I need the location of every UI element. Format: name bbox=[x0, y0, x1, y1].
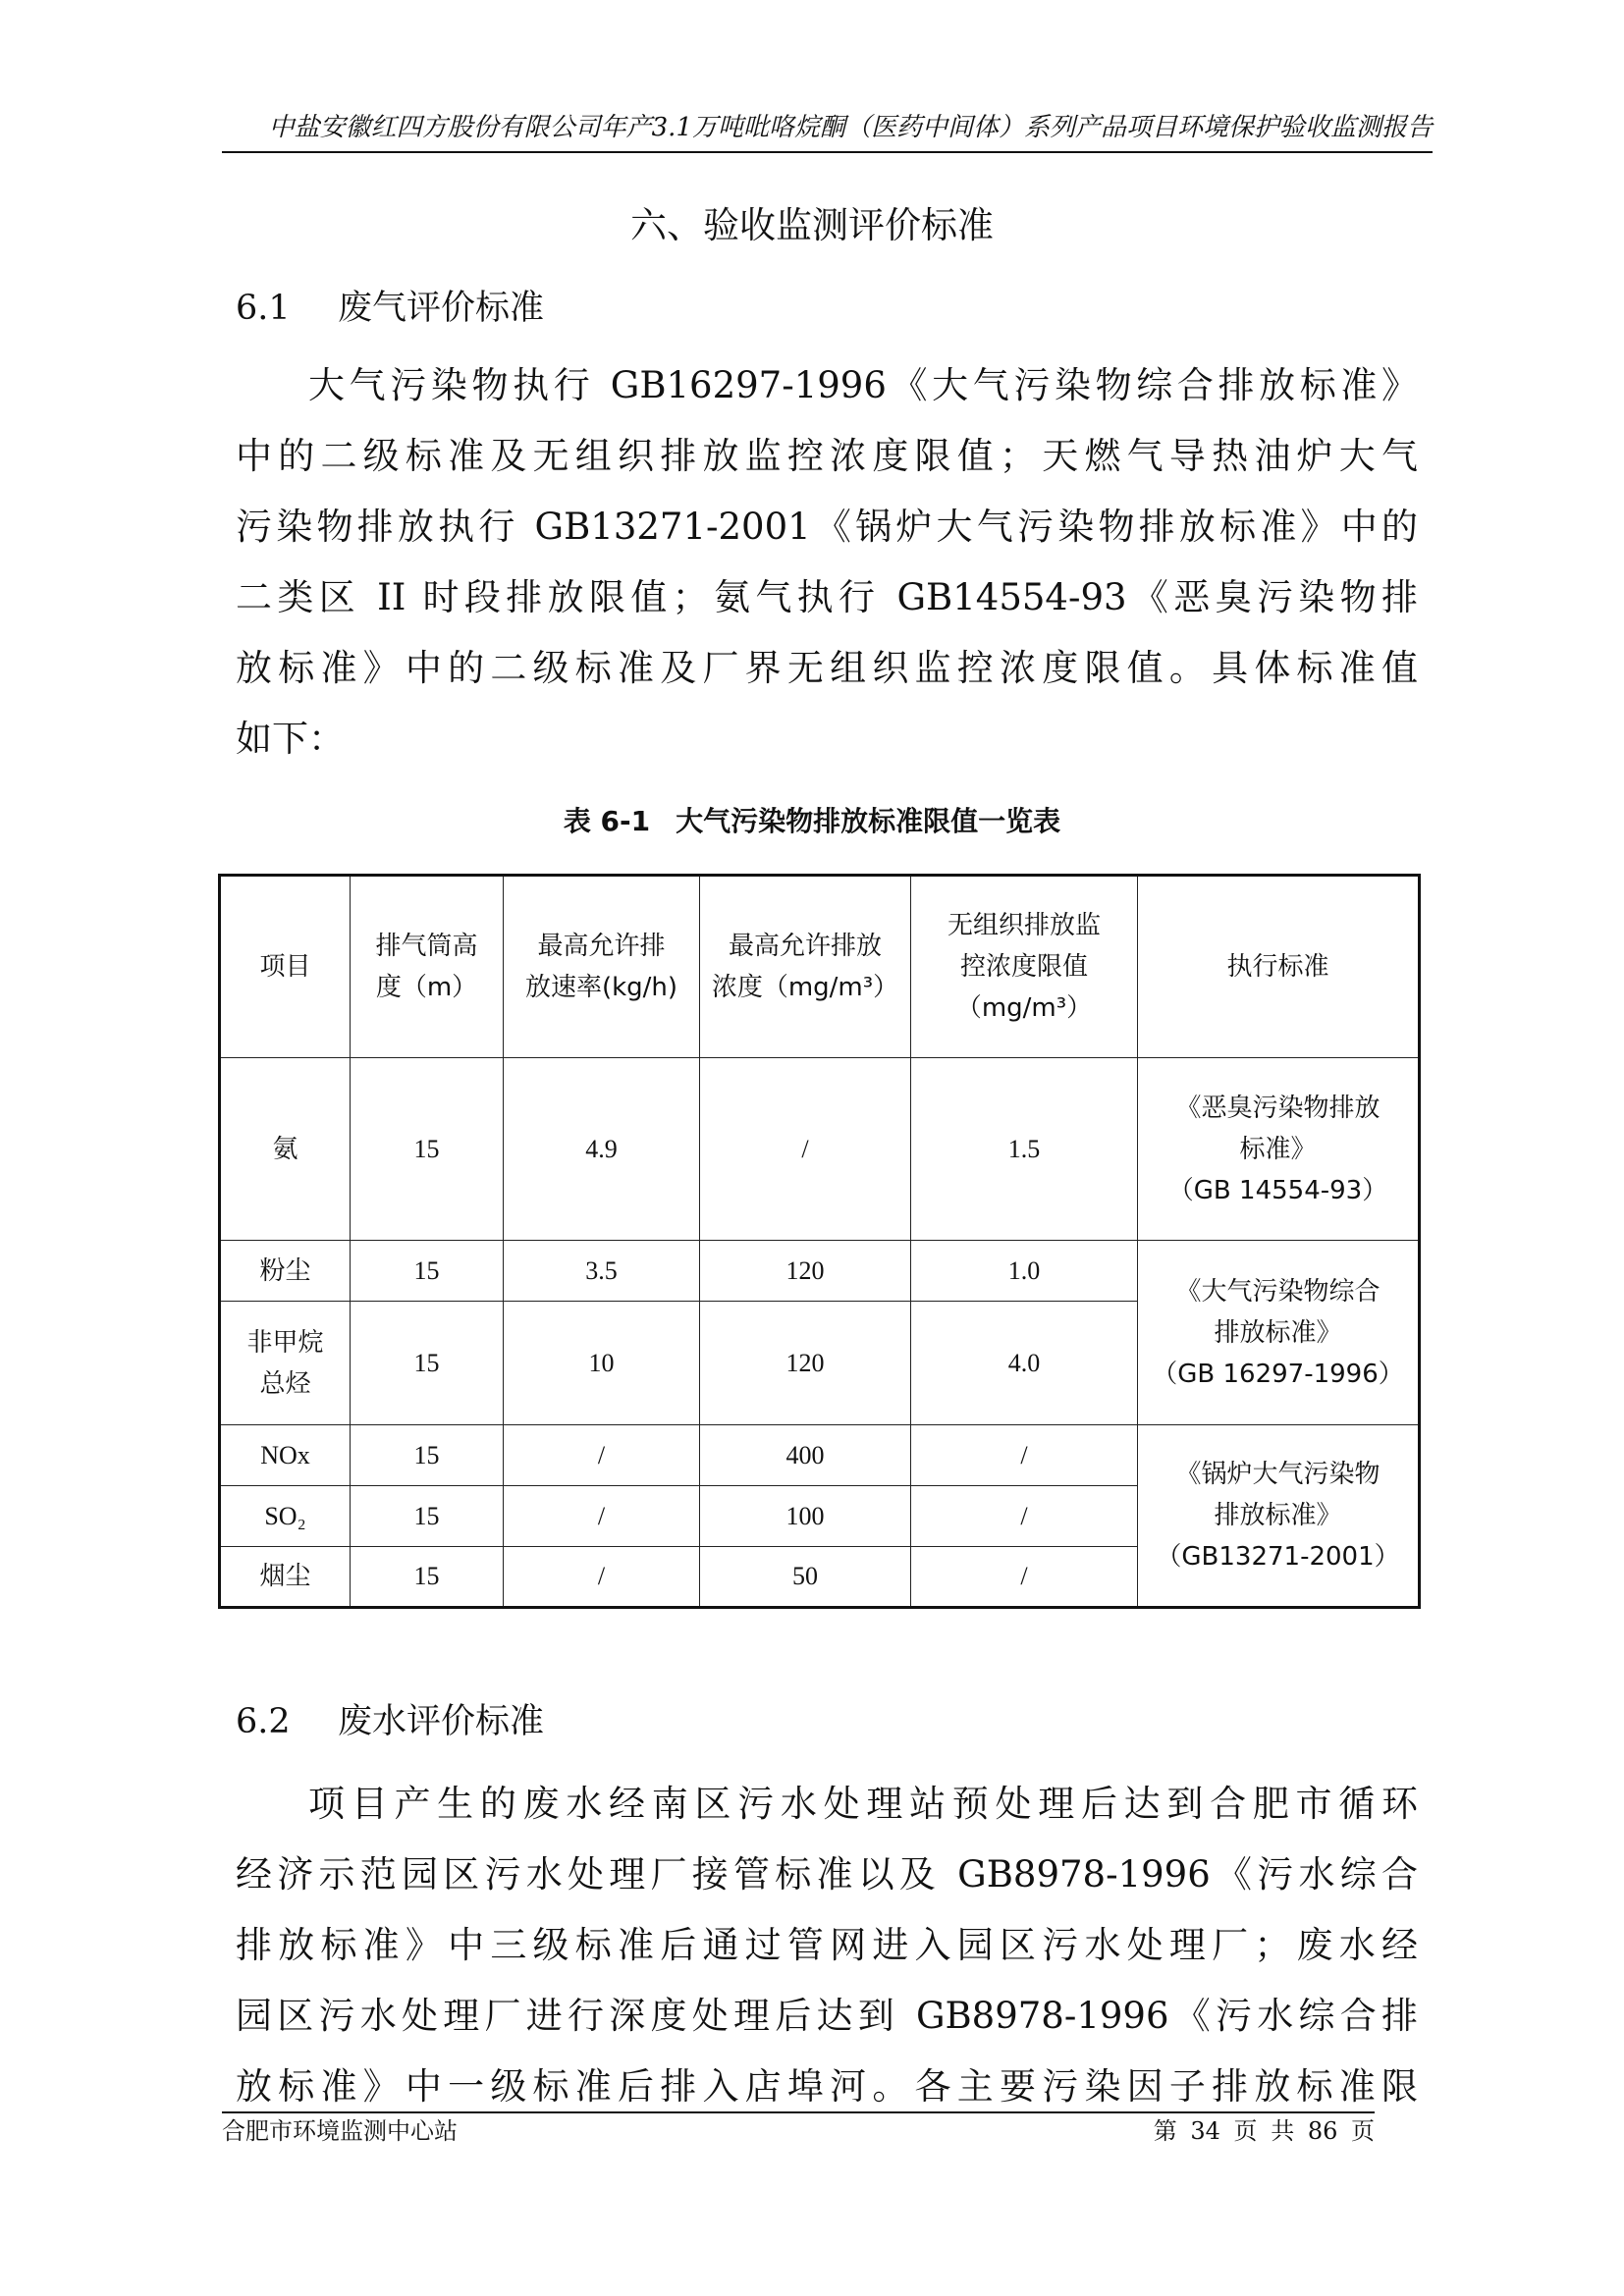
paragraph-air-standards bbox=[236, 350, 1418, 774]
section-title: 废水评价标准 bbox=[338, 1702, 545, 1741]
cell-rate: / bbox=[504, 1425, 700, 1486]
cell-rate: 3.5 bbox=[504, 1241, 700, 1302]
cell-height: 15 bbox=[351, 1425, 504, 1486]
paragraph-line: 二类区 II 时段排放限值；氨气执行 GB14554-93《恶臭污染物排 bbox=[236, 576, 1418, 618]
cell-concentration: 400 bbox=[700, 1425, 911, 1486]
table-row bbox=[220, 1425, 1420, 1486]
paragraph-line: 大气污染物执行 GB16297-1996《大气污染物综合排放标准》 bbox=[308, 364, 1418, 406]
cell-fugitive: 1.0 bbox=[911, 1241, 1138, 1302]
cell-fugitive: 1.5 bbox=[911, 1058, 1138, 1241]
cell-rate: 4.9 bbox=[504, 1058, 700, 1241]
section-number: 6.1 bbox=[236, 289, 291, 328]
section-heading-6-2 bbox=[236, 1698, 544, 1745]
cell-item: NOx bbox=[220, 1425, 351, 1486]
paragraph-line: 放标准》中一级标准后排入店埠河。各主要污染因子排放标准限 bbox=[236, 2065, 1418, 2108]
cell-concentration: 120 bbox=[700, 1302, 911, 1425]
table-header-row bbox=[220, 876, 1420, 1058]
paragraph-line: 经济示范园区污水处理厂接管标准以及 GB8978-1996《污水综合 bbox=[236, 1853, 1418, 1896]
table-number: 表 6-1 bbox=[563, 805, 651, 837]
cell-fugitive: / bbox=[911, 1425, 1138, 1486]
cell-item: 烟尘 bbox=[220, 1547, 351, 1608]
header-stack-height: 排气筒高 度（m） bbox=[351, 876, 504, 1058]
paragraph-line: 园区污水处理厂进行深度处理后达到 GB8978-1996《污水综合排 bbox=[236, 1995, 1418, 2037]
cell-height: 15 bbox=[351, 1547, 504, 1608]
paragraph-line: 放标准》中的二级标准及厂界无组织监控浓度限值。具体标准值 bbox=[236, 647, 1418, 689]
paragraph-line: 污染物排放执行 GB13271-2001《锅炉大气污染物排放标准》中的 bbox=[236, 506, 1418, 548]
section-heading-6-1 bbox=[236, 285, 544, 332]
running-header: 中盐安徽红四方股份有限公司年产3.1万吨吡咯烷酮（医药中间体）系列产品项目环境保护验收监测报告 bbox=[268, 113, 1433, 142]
cell-concentration: 100 bbox=[700, 1486, 911, 1547]
header-item: 项目 bbox=[220, 876, 351, 1058]
table-caption bbox=[0, 802, 1624, 841]
air-emission-standards-table bbox=[218, 874, 1421, 1609]
paragraph-line: 项目产生的废水经南区污水处理站预处理后达到合肥市循环 bbox=[308, 1783, 1418, 1825]
header-max-rate: 最高允许排 放速率(kg/h) bbox=[504, 876, 700, 1058]
paragraph-line: 排放标准》中三级标准后通过管网进入园区污水处理厂；废水经 bbox=[236, 1924, 1418, 1966]
paragraph-line: 如下： bbox=[236, 718, 345, 760]
chapter-title: 六、验收监测评价标准 bbox=[630, 204, 994, 246]
cell-rate: 10 bbox=[504, 1302, 700, 1425]
header-standard: 执行标准 bbox=[1138, 876, 1420, 1058]
cell-item: 粉尘 bbox=[220, 1241, 351, 1302]
cell-height: 15 bbox=[351, 1486, 504, 1547]
section-number: 6.2 bbox=[236, 1702, 291, 1741]
cell-rate: / bbox=[504, 1486, 700, 1547]
cell-height: 15 bbox=[351, 1241, 504, 1302]
cell-concentration: 50 bbox=[700, 1547, 911, 1608]
footer-rule bbox=[222, 2111, 1375, 2113]
table-title: 大气污染物排放标准限值一览表 bbox=[676, 805, 1061, 837]
cell-height: 15 bbox=[351, 1058, 504, 1241]
cell-fugitive: 4.0 bbox=[911, 1302, 1138, 1425]
cell-fugitive: / bbox=[911, 1486, 1138, 1547]
header-max-concentration: 最高允许排放 浓度（mg/m³） bbox=[700, 876, 911, 1058]
paragraph-line: 中的二级标准及无组织排放监控浓度限值；天燃气导热油炉大气 bbox=[236, 435, 1418, 477]
footer-organization: 合肥市环境监测中心站 bbox=[222, 2117, 458, 2145]
cell-standard-odor: 《恶臭污染物排放 标准》 （GB 14554-93） bbox=[1138, 1058, 1420, 1241]
cell-item: SO₂ bbox=[220, 1486, 351, 1547]
table-row bbox=[220, 1241, 1420, 1302]
cell-item: 氨 bbox=[220, 1058, 351, 1241]
cell-concentration: / bbox=[700, 1058, 911, 1241]
table-row bbox=[220, 1058, 1420, 1241]
cell-concentration: 120 bbox=[700, 1241, 911, 1302]
header-rule bbox=[222, 151, 1433, 153]
cell-rate: / bbox=[504, 1547, 700, 1608]
cell-standard-boiler: 《锅炉大气污染物 排放标准》 （GB13271-2001） bbox=[1138, 1425, 1420, 1608]
paragraph-wastewater-standards bbox=[236, 1769, 1418, 2122]
section-title: 废气评价标准 bbox=[338, 289, 545, 328]
page-number: 第 34 页 共 86 页 bbox=[1153, 2117, 1375, 2145]
cell-standard-air: 《大气污染物综合 排放标准》 （GB 16297-1996） bbox=[1138, 1241, 1420, 1425]
cell-fugitive: / bbox=[911, 1547, 1138, 1608]
header-fugitive-limit: 无组织排放监 控浓度限值 （mg/m³） bbox=[911, 876, 1138, 1058]
cell-height: 15 bbox=[351, 1302, 504, 1425]
cell-item: 非甲烷 总烃 bbox=[220, 1302, 351, 1425]
